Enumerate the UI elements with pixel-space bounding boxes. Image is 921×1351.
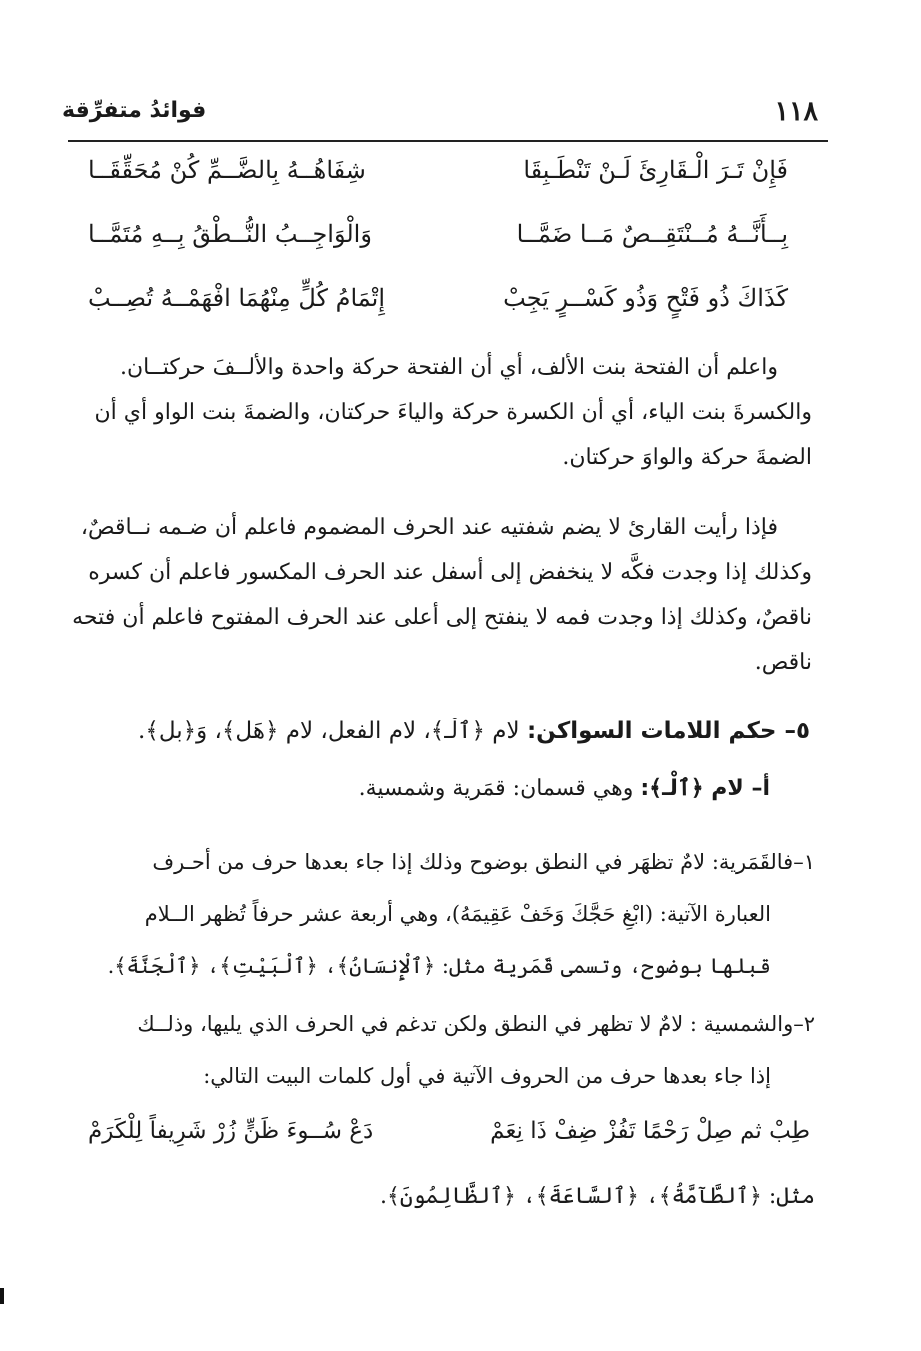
subsection-heading (80, 776, 770, 801)
page-header (62, 94, 826, 134)
verse-second-hemistich: وَالْوَاجِــبُ النُّــطْقُ بِــهِ مُتَمَّــا (88, 220, 372, 248)
header-divider (68, 140, 828, 142)
list-item-line: العبارة الآتية: (ابْغِ حَجَّكَ وَخَفْ عَقِيمَهُ)، وهي أربعة عشر حرفاً تُظهر الــلام (144, 902, 771, 926)
paragraph-line: وكذلك إذا وجدت فكَّه لا ينخفض إلى أسفل عند الحرف المكسور فاعلم أن كسره (88, 560, 812, 585)
verse-second-hemistich: إِتْمَامُ كُلٍّ مِنْهُمَا افْهَمْــهُ تُصِــبْ (88, 284, 385, 312)
list-item-qamariyya (70, 836, 815, 992)
verse-first-hemistich: كَذَاكَ ذُو فَتْحٍ وَذُو كَسْــرٍ يَجِبْ (503, 284, 788, 312)
paragraph-line: ناقصٌ، وكذلك إذا وجدت فمه لا ينفتح إلى أعلى عند الحرف المفتوح فاعلم أن فتحه (72, 605, 812, 630)
scan-edge-mark (0, 1288, 4, 1304)
subsection-heading-label: أ– لام ﴿ٱلْـ﴾: (640, 776, 770, 801)
list-item-line: ١–فالقَمَرية: لامٌ تظهَر في النطق بوضوح وذلك إذا جاء بعدها حرف من أحـرف (152, 850, 815, 874)
verse-first-hemistich: فَإِنْ تَـرَ الْـقَارِئَ لَـنْ تَنْطَـبِقَا (523, 156, 788, 184)
list-item-line: قبلها بوضوح، وتسمى قَمَرية مثل: ﴿ٱلْإِنسَانُ﴾، ﴿ٱلْبَيْتِ﴾، ﴿ٱلْجَنَّةَ﴾. (107, 954, 771, 978)
page-number: ١١٨ (774, 96, 818, 127)
verse-second-hemistich: شِفَاهُــهُ بِالضَّــمِّ كُنْ مُحَقِّقَــا (88, 156, 366, 184)
paragraph-incomplete-vowels (72, 505, 812, 685)
running-title: فوائدُ متفرِّقة (62, 98, 207, 123)
paragraph-line: فإذا رأيت القارئ لا يضم شفتيه عند الحرف المضموم فاعلم أن ضـمه نــاقصٌ، (80, 515, 778, 540)
verse-line (88, 214, 788, 278)
verse-line (88, 278, 788, 342)
paragraph-line: الضمةَ حركة والواوَ حركتان. (562, 445, 812, 470)
section-heading-text: لام ﴿ٱلْـ﴾، لام الفعل، لام ﴿هَل﴾، وَ﴿بل﴾. (138, 718, 520, 744)
verse-first-hemistich: بِــأَنَّــهُ مُــنْتَقِــصٌ مَــا ضَمَّــا (516, 220, 788, 248)
subsection-heading-text: وهي قسمان: قمَرية وشمسية. (358, 776, 634, 801)
list-item-shamsiyya (70, 998, 815, 1102)
section-heading (80, 718, 810, 744)
paragraph-line: واعلم أن الفتحة بنت الألف، أي أن الفتحة حركة واحدة والألــفَ حركتــان. (119, 355, 778, 380)
verse-line (88, 150, 788, 214)
paragraph-vowel-relations (72, 345, 812, 480)
verse-second-hemistich: دَعْ سُــوءَ ظَنٍّ زُرْ شَرِيفاً لِلْكَرَمْ (88, 1118, 374, 1144)
list-item-line: إذا جاء بعدها حرف من الحروف الآتية في أول كلمات البيت التالي: (203, 1064, 771, 1088)
paragraph-line: والكسرةَ بنت الياء، أي أن الكسرة حركة والياءَ حركتان، والضمةَ بنت الواو أي أن (94, 400, 812, 425)
verse-first-hemistich: طِبْ ثم صِلْ رَحْمًا تَفُزْ ضِفْ ذَا نِعَمْ (490, 1118, 810, 1144)
examples-line: مثل: ﴿ٱلطَّآمَّةُ﴾، ﴿ٱلسَّاعَةَ﴾، ﴿ٱلظَّالِمُونَ﴾. (380, 1184, 815, 1209)
list-item-line: ٢–والشمسية : لامٌ لا تظهر في النطق ولكن تدغم في الحرف الذي يليها، وذلــك (137, 1012, 815, 1036)
sun-letters-verse (88, 1112, 810, 1172)
poem-block (88, 150, 788, 342)
paragraph-line: ناقص. (754, 650, 812, 675)
section-heading-label: ٥– حكم اللامات السواكن: (526, 718, 810, 744)
